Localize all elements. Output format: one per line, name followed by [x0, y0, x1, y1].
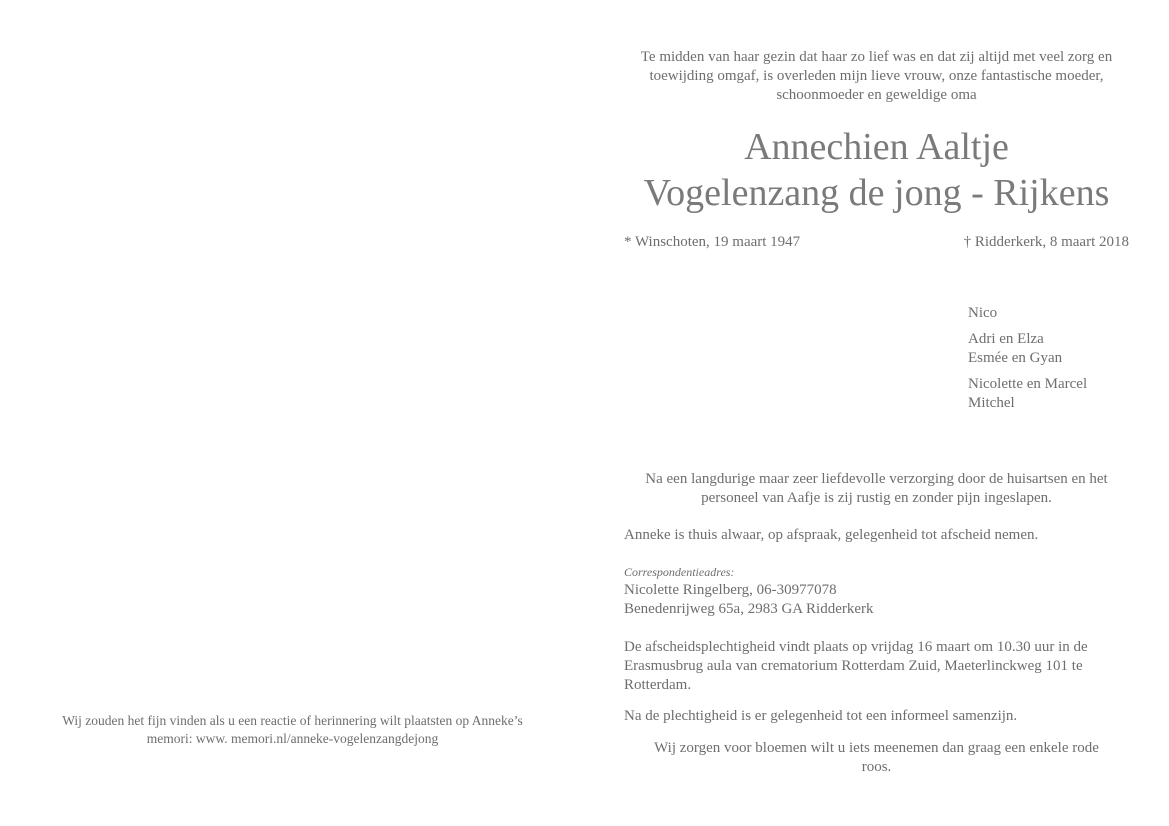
- home-visit-text: Anneke is thuis alwaar, op afspraak, gelegenheid tot afscheid nemen.: [624, 527, 1039, 543]
- flowers-text: Wij zorgen voor bloemen wilt u iets meenemen dan graag een enkele rode roos.: [654, 740, 1099, 775]
- memori-note: Wij zouden het fijn vinden als u een reactie of herinnering wilt plaatsten op Anneke’s memori: www. memori.nl/anneke-vogelenzangdejong: [62, 713, 523, 746]
- ceremony-text: De afscheidsplechtigheid vindt plaats op vrijdag 16 maart om 10.30 uur in de Erasmusbrug aula van crematorium Rotterdam Zuid, Maeterlinckweg 101 te Rotterdam.: [624, 639, 1088, 693]
- correspondence-line: Nicolette Ringelberg, 06-30977078: [624, 582, 837, 598]
- correspondence-address: [624, 581, 874, 619]
- left-page: [0, 0, 584, 826]
- family-member: Nico: [968, 305, 998, 321]
- family-member: Esmée en Gyan: [968, 350, 1063, 366]
- family-member: Mitchel: [968, 395, 1015, 411]
- family-member: Adri en Elza: [968, 331, 1044, 347]
- family-group-3: [968, 375, 1087, 413]
- family-group-2: [968, 330, 1087, 368]
- family-member: Nicolette en Marcel: [968, 376, 1088, 392]
- family-list: [968, 304, 1087, 420]
- deceased-name-line-1: Annechien Aaltje: [744, 126, 1009, 168]
- care-text: Na een langdurige maar zeer liefdevolle verzorging door de huisartsen en het personeel van Aafje is zij rustig en zonder pijn ingeslapen.: [645, 471, 1108, 506]
- birth-info: * Winschoten, 19 maart 1947: [624, 234, 801, 250]
- correspondence-line: Benedenrijweg 65a, 2983 GA Ridderkerk: [624, 601, 874, 617]
- intro-text: Te midden van haar gezin dat haar zo lief was en dat zij altijd met veel zorg en toewijding omgaf, is overleden mijn lieve vrouw, onze fantastische moeder, schoonmoeder en geweldige oma: [640, 49, 1113, 103]
- gathering-text: Na de plechtigheid is er gelegenheid tot een informeel samenzijn.: [624, 708, 1018, 724]
- deceased-name-line-2: Vogelenzang de jong - Rijkens: [643, 172, 1110, 214]
- right-page: [584, 0, 1169, 826]
- family-group-1: [968, 304, 1087, 323]
- correspondence-label: Correspondentieadres:: [624, 565, 735, 579]
- death-info: † Ridderkerk, 8 maart 2018: [963, 234, 1129, 250]
